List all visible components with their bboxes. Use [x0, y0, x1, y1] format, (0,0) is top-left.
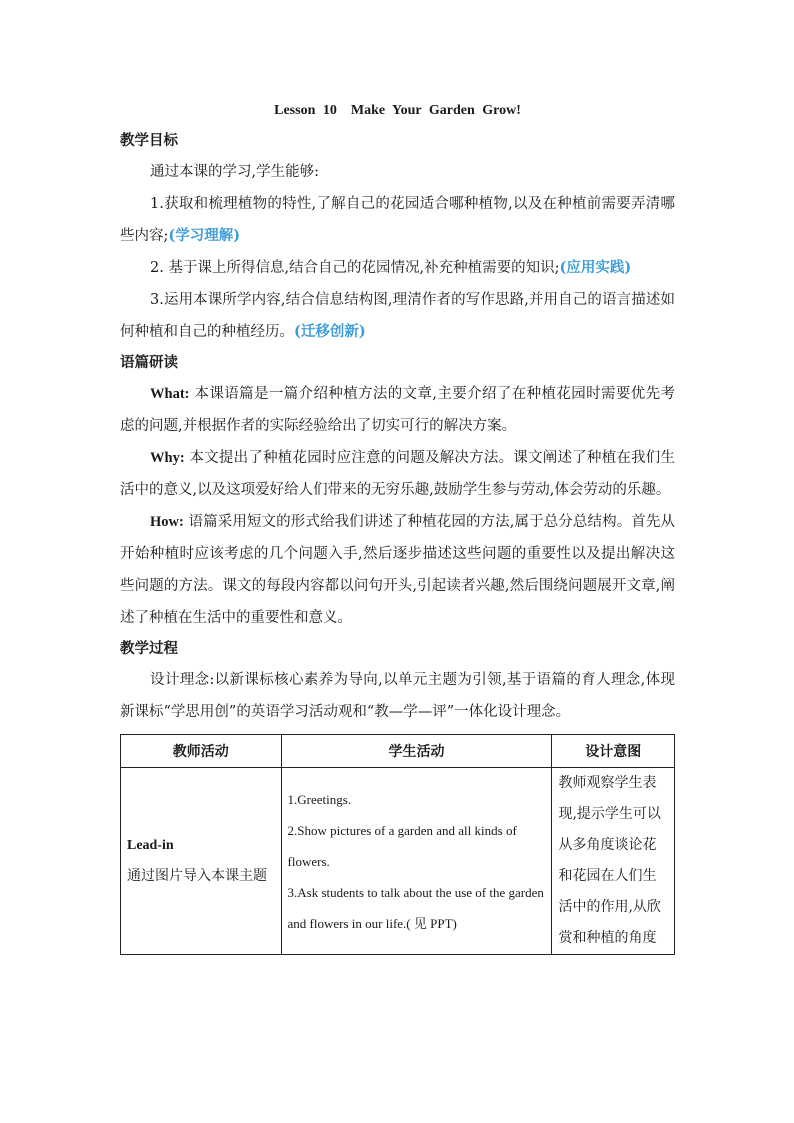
- design-intent-cell: 教师观察学生表现,提示学生可以从多角度谈论花和花园在人们生活中的作用,从欣赏和种植的角度: [552, 768, 675, 955]
- student-activity-line: 1.Greetings.: [287, 791, 352, 807]
- what-lead: What:: [150, 386, 190, 402]
- goal-tag: (应用实践): [559, 259, 632, 276]
- goal-item-2: [120, 252, 675, 284]
- reading-what: [120, 378, 675, 442]
- teacher-activity-text: 通过图片导入本课主题: [127, 868, 267, 884]
- process-intro: 设计理念:以新课标核心素养为导向,以单元主题为引领,基于语篇的育人理念,体现新课标“学思用创”的英语学习活动观和“教—学—评”一体化设计理念。: [120, 672, 675, 720]
- student-activity-line: 2.Show pictures of a garden and all kinds of flowers.: [287, 822, 517, 869]
- goal-text: 2. 基于课上所得信息,结合自己的花园情况,补充种植需要的知识;: [150, 260, 560, 276]
- goal-item-3: [120, 284, 675, 348]
- reading-how: [120, 506, 675, 634]
- table-row: [121, 768, 675, 955]
- reading-heading: 语篇研读: [120, 354, 178, 371]
- goal-tag: (迁移创新): [294, 323, 366, 340]
- goals-heading: 教学目标: [120, 132, 178, 149]
- lesson-title: Lesson 10 Make Your Garden Grow!: [274, 103, 521, 118]
- goal-tag: (学习理解): [168, 227, 241, 244]
- what-text: 本课语篇是一篇介绍种植方法的文章,主要介绍了在种植花园时需要优先考虑的问题,并根据作者的实际经验给出了切实可行的解决方案。: [120, 386, 675, 434]
- why-lead: Why:: [150, 450, 185, 466]
- goals-intro: 通过本课的学习,学生能够:: [150, 164, 319, 180]
- reading-why: [120, 442, 675, 506]
- header-teacher-activity: 教师活动: [121, 735, 282, 768]
- how-text: 语篇采用短文的形式给我们讲述了种植花园的方法,属于总分总结构。首先从开始种植时应该考虑的几个问题入手,然后逐步描述这些问题的重要性以及提出解决这些问题的方法。课文的每段内容都以问句开头,引起读者兴趣,然后围绕问题展开文章,阐述了种植在生活中的重要性和意义。: [120, 514, 675, 626]
- header-student-activity: 学生活动: [281, 735, 552, 768]
- table-header-row: [121, 735, 675, 768]
- document-page: [120, 96, 675, 955]
- student-activity-line: 3.Ask students to talk about the use of the garden and flowers in our life.( 见 PPT): [287, 884, 544, 931]
- why-text: 本文提出了种植花园时应注意的问题及解决方法。课文阐述了种植在我们生活中的意义,以及这项爱好给人们带来的无穷乐趣,鼓励学生参与劳动,体会劳动的乐趣。: [120, 450, 675, 498]
- header-design-intent: 设计意图: [552, 735, 675, 768]
- student-activity-cell: [281, 768, 552, 955]
- lead-in-label: Lead-in: [127, 838, 174, 853]
- goal-text: 3.运用本课所学内容,结合信息结构图,理清作者的写作思路,并用自己的语言描述如何种植和自己的种植经历。: [120, 292, 675, 340]
- goal-item-1: [120, 188, 675, 252]
- goal-text: 1.获取和梳理植物的特性,了解自己的花园适合哪种植物,以及在种植前需要弄清哪些内容;: [120, 196, 675, 244]
- lesson-plan-table: [120, 734, 675, 955]
- how-lead: How:: [150, 514, 184, 530]
- teacher-activity-cell: [121, 768, 282, 955]
- process-heading: 教学过程: [120, 640, 178, 657]
